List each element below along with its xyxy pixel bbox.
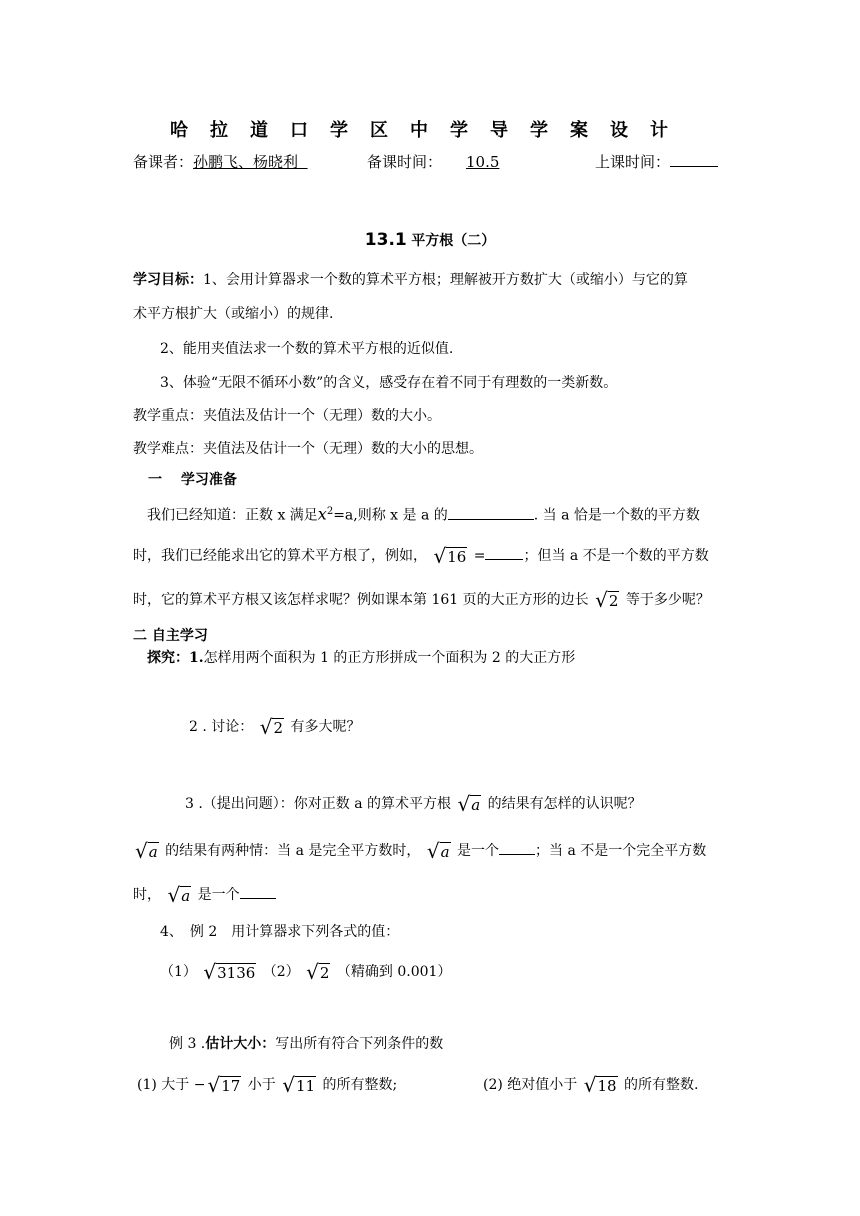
question-2: 2 . 讨论： √ 2 有多大呢？ <box>189 715 361 739</box>
sqrt-11: √ 11 <box>282 1073 316 1097</box>
question-3: 3 .（提出问题）：你对正数 a 的算术平方根 √ a 的结果有怎样的认识呢？ <box>185 792 642 816</box>
section1-para3: 时，它的算术平方根又该怎样求呢？例如课本第 161 页的大正方形的边长 √ 2 等于多少呢？ <box>133 588 710 612</box>
prep-time-line <box>367 152 540 172</box>
objective-1a: 学习目标：1、会用计算器求一个数的算术平方根；理解被开方数扩大（或缩小）与它的算 <box>133 272 688 288</box>
example-2-items: （1） √ 3136 （2） √ 2 （精确到 0.001） <box>160 960 452 984</box>
objective-1b: 术平方根扩大（或缩小）的规律. <box>133 306 334 322</box>
sqrt-2: √ 2 <box>259 715 284 739</box>
lesson-heading <box>0 230 860 251</box>
page-title: 哈拉道口学区中学导学案设计 <box>170 120 690 141</box>
sqrt-a: √ a <box>167 883 191 907</box>
condition-1: (1) 大于 − √ 17 小于 √ 11 的所有整数; <box>137 1073 398 1097</box>
sqrt-3136: √ 3136 <box>203 960 256 984</box>
sqrt-16: √ 16 <box>433 544 467 568</box>
fill-blank <box>499 840 535 855</box>
lesson-name: 平方根（二） <box>411 233 496 249</box>
preparer-line <box>133 152 308 172</box>
sqrt-2: √ 2 <box>595 588 619 612</box>
fill-blank <box>448 505 534 520</box>
explore-line: 探究：1.怎样用两个面积为 1 的正方形拼成一个面积为 2 的大正方形 <box>147 650 576 666</box>
class-time-label: 上课时间： <box>595 153 671 171</box>
prep-time-value: 10.5 <box>466 153 500 171</box>
prep-time-label: 备课时间： <box>367 153 443 171</box>
class-time-line <box>595 152 718 172</box>
question-4: 4、 例 2 用计算器求下列各式的值： <box>160 924 400 940</box>
objectives-label: 学习目标： <box>133 272 203 288</box>
sqrt-2: √ 2 <box>306 960 330 984</box>
section1-para1: 我们已经知道：正数 x 满足$x^2=a$,则称 x 是 a 的 . 当 a 恰是一个数的平方数 <box>147 504 700 524</box>
fill-blank <box>240 884 276 899</box>
difficult-point: 教学难点：夹值法及估计一个（无理）数的大小的思想。 <box>133 441 483 457</box>
sqrt-18: √ 18 <box>583 1073 617 1097</box>
lesson-number: 13.1 <box>364 230 407 250</box>
sqrt-a: √ a <box>457 792 481 816</box>
objective-3: 3、体验“无限不循环小数”的含义，感受存在着不同于有理数的一类新数。 <box>160 375 618 391</box>
section2-heading: 二 自主学习 <box>133 628 208 644</box>
condition-2: (2) 绝对值小于 √ 18 的所有整数. <box>483 1073 699 1097</box>
sqrt-a: √ a <box>426 839 450 863</box>
section1-para2: 时，我们已经能求出它的算术平方根了，例如， √ 16 = ；但当 a 不是一个数的平方数 <box>133 544 709 568</box>
section1-heading: 一 学习准备 <box>148 472 237 488</box>
objective-2: 2、能用夹值法求一个数的算术平方根的近似值. <box>160 341 454 357</box>
example-3: 例 3 .估计大小：写出所有符合下列条件的数 <box>169 1036 444 1052</box>
sqrt-17: √ 17 <box>207 1073 241 1097</box>
class-time-blank <box>670 152 718 167</box>
question-3-line2: √ a 的结果有两种情：当 a 是完全平方数时， √ a 是一个 ；当 a 不是一个完全平方数 <box>135 839 707 863</box>
preparer-label: 备课者： <box>133 153 194 171</box>
key-point: 教学重点：夹值法及估计一个（无理）数的大小。 <box>133 408 441 424</box>
question-3-line3: 时， √ a 是一个 <box>133 884 276 905</box>
preparer-value: 孙鹏飞、杨晓利 <box>193 153 299 171</box>
sqrt-a: √ a <box>135 839 158 863</box>
fill-blank <box>485 545 523 560</box>
